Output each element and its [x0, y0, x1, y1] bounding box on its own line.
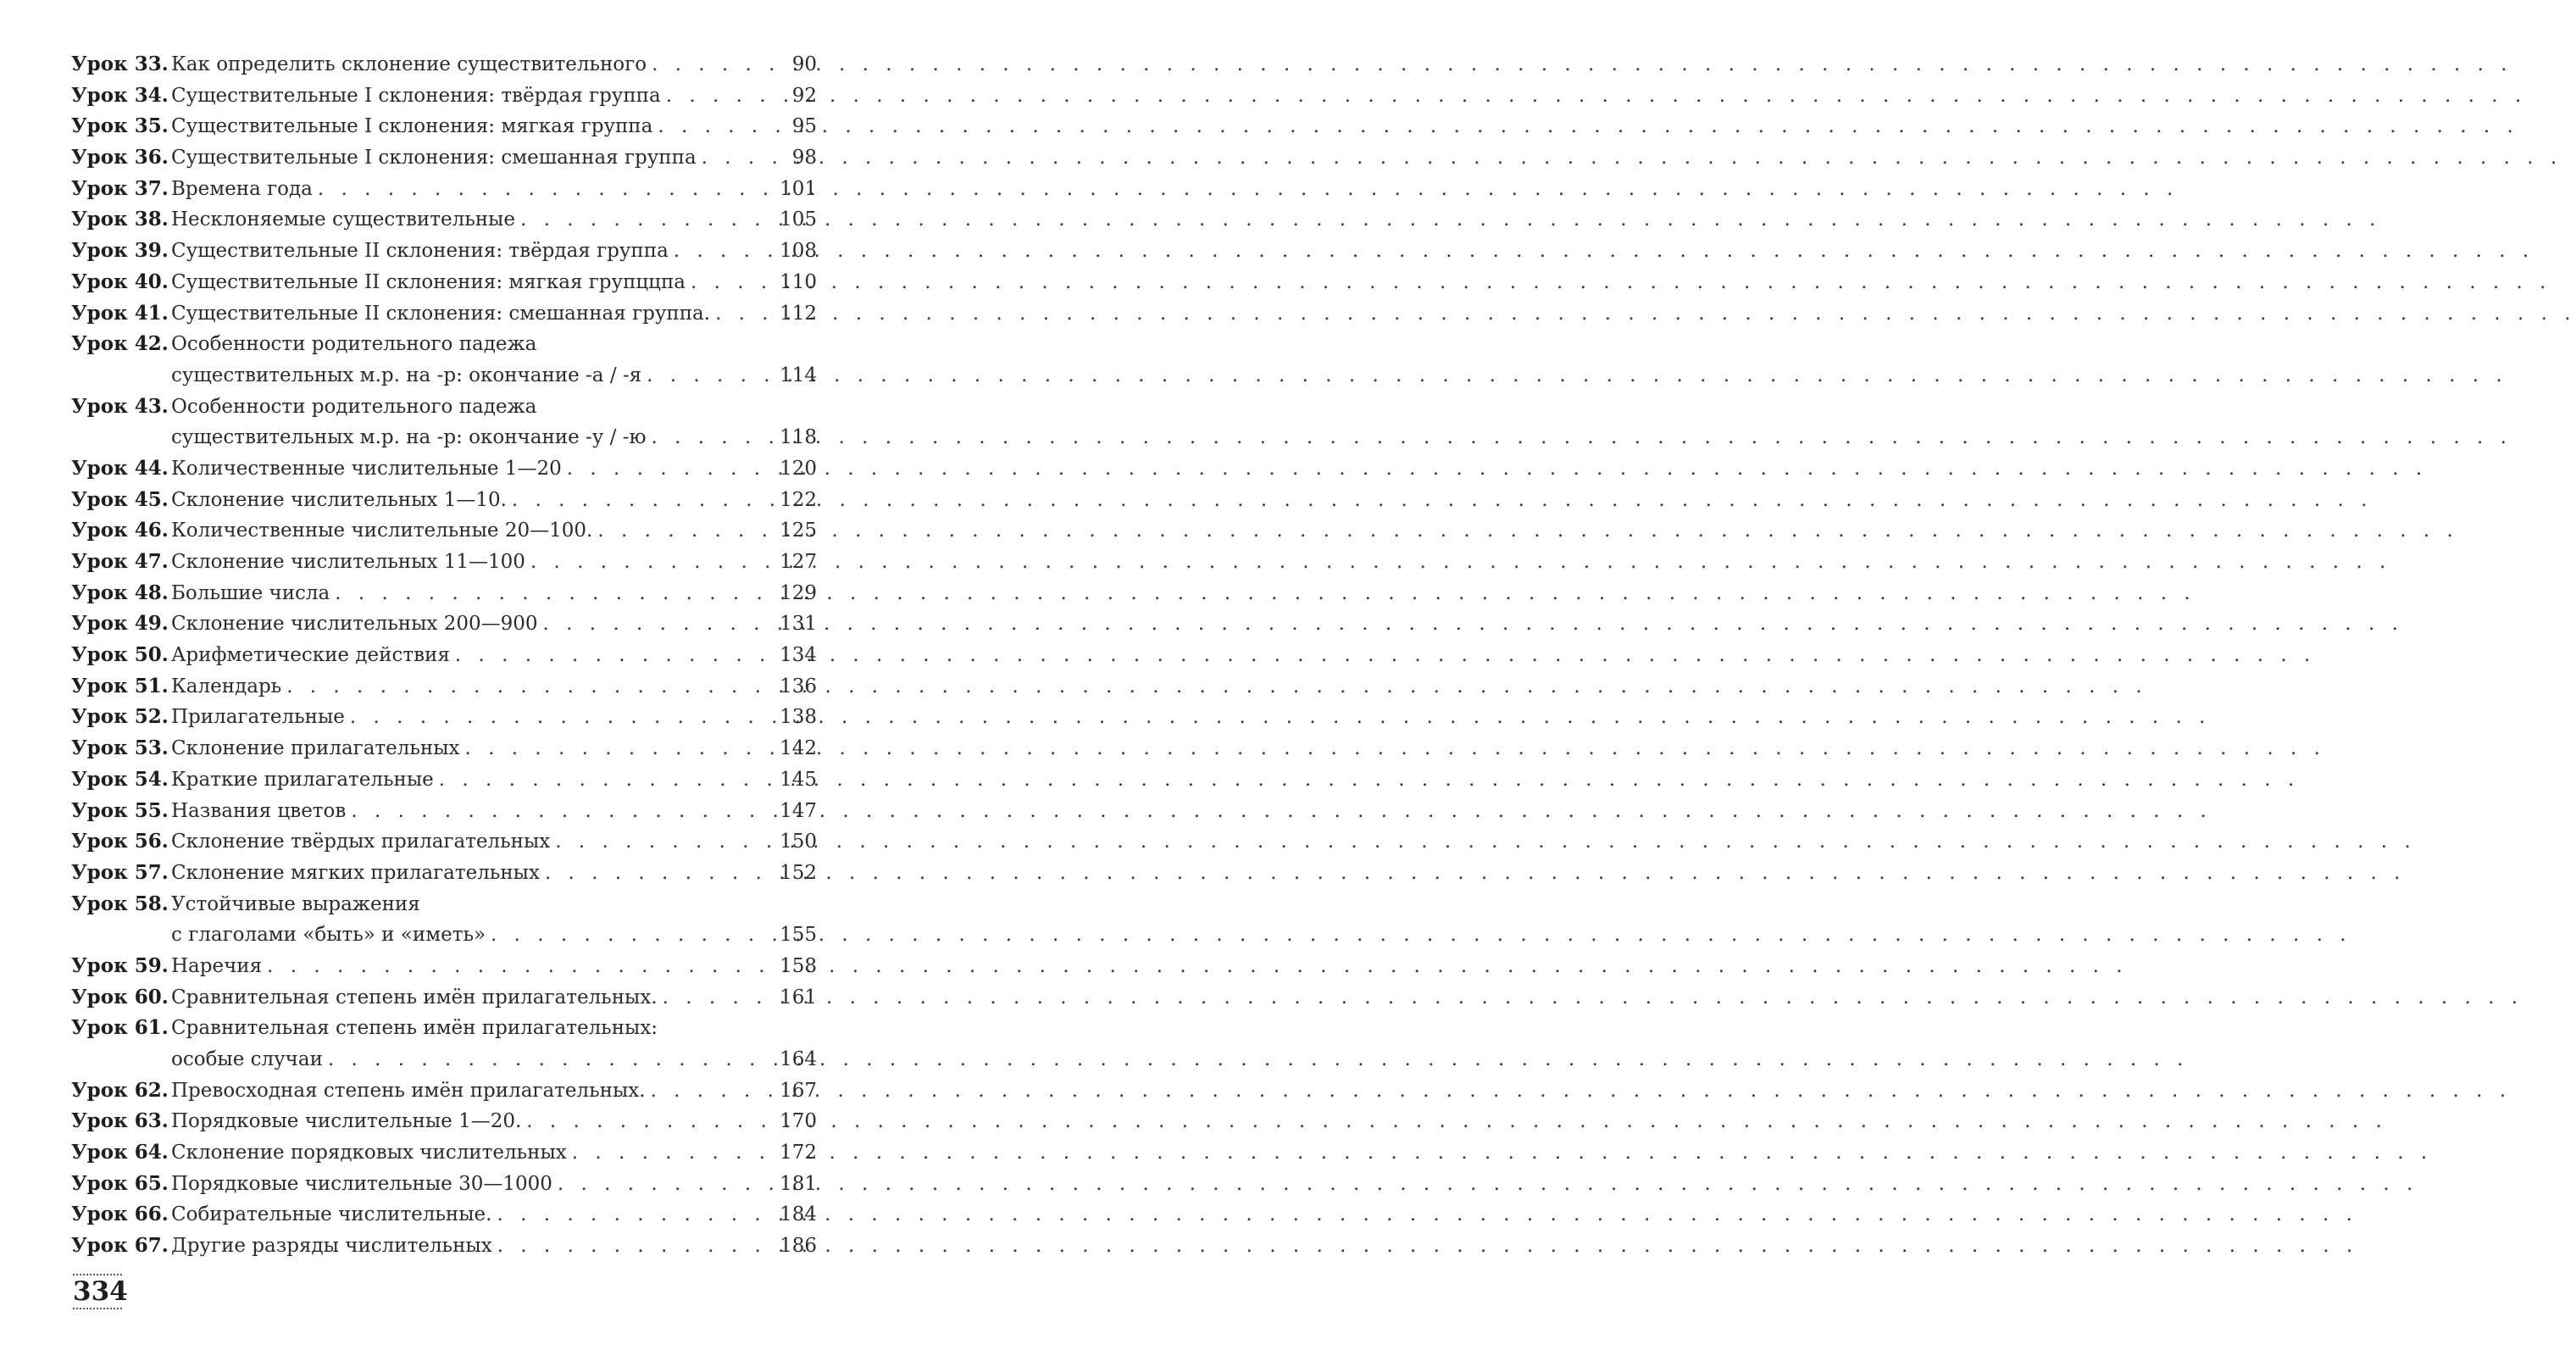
- toc-entry[interactable]: [71, 298, 817, 330]
- toc-entry[interactable]: [71, 142, 817, 174]
- dot-leader: [658, 982, 776, 1014]
- lesson-label: Урок 60.: [71, 985, 169, 1009]
- lesson-label: Урок 54.: [71, 767, 169, 791]
- lesson-label: Урок 48.: [71, 581, 169, 604]
- toc-entry-line: [71, 1044, 817, 1075]
- lesson-title: Склонение порядковых числительных: [171, 1142, 567, 1164]
- dot-leader: [515, 204, 776, 236]
- lesson-title: Арифметические действия: [171, 644, 450, 667]
- lesson-label: Урок 45.: [71, 487, 169, 511]
- lesson-title: Несклоняемые существительные: [171, 208, 515, 231]
- toc-entry-line: [71, 671, 817, 703]
- lesson-page-number: 127: [780, 551, 817, 573]
- dot-leader: [434, 764, 776, 796]
- toc-entry[interactable]: [71, 1137, 817, 1169]
- lesson-title: Существительные I склонения: смешанная группа: [171, 147, 697, 169]
- lesson-title: Особенности родительного падежа: [171, 333, 537, 356]
- toc-entry-line: [71, 951, 817, 982]
- lesson-page-number: 147: [780, 799, 817, 822]
- lesson-title: Названия цветов: [171, 799, 347, 822]
- page-number-bottom-rule: [73, 1308, 122, 1309]
- lesson-label: Урок 49.: [71, 612, 169, 636]
- toc-entry-line: [71, 796, 817, 827]
- toc-entry-line: [71, 733, 817, 764]
- dot-leader: [697, 142, 776, 174]
- lesson-label: Урок 43.: [71, 394, 169, 418]
- dot-leader: [710, 298, 776, 330]
- dot-leader: [646, 1075, 776, 1107]
- lesson-title: Существительные I склонения: мягкая группа: [171, 115, 653, 138]
- lesson-title: Склонение мягких прилагательных: [171, 861, 540, 884]
- dot-leader: [323, 1044, 776, 1075]
- toc-entry-line: [71, 1137, 817, 1169]
- lesson-page-number: 150: [780, 831, 817, 853]
- toc-entry-line: [71, 1075, 817, 1107]
- toc-entry[interactable]: [71, 329, 817, 391]
- lesson-page-number: 110: [780, 270, 817, 293]
- toc-entry[interactable]: [71, 733, 817, 764]
- lesson-label: Урок 63.: [71, 1109, 169, 1133]
- toc-entry[interactable]: [71, 111, 817, 142]
- lesson-label: Урок 57.: [71, 860, 169, 884]
- toc-entry[interactable]: [71, 764, 817, 796]
- lesson-label: Урок 67.: [71, 1234, 169, 1258]
- dot-leader: [330, 578, 776, 609]
- lesson-label: Урок 52.: [71, 705, 169, 729]
- dot-leader: [525, 547, 776, 578]
- lesson-label: Урок 59.: [71, 953, 169, 977]
- lesson-label: Урок 41.: [71, 301, 169, 325]
- dot-leader: [669, 236, 776, 267]
- toc-entry-line: [71, 453, 817, 485]
- toc-entry-line: [71, 360, 817, 392]
- lesson-page-number: 90: [791, 53, 817, 75]
- toc-entry[interactable]: [71, 81, 817, 112]
- lesson-page-number: 138: [780, 706, 817, 729]
- lesson-label: Урок 56.: [71, 830, 169, 853]
- toc-entry[interactable]: [71, 826, 817, 858]
- dot-leader: [313, 174, 776, 205]
- lesson-label: Урок 46.: [71, 519, 169, 542]
- lesson-title: Прилагательные: [171, 706, 345, 729]
- toc-entry[interactable]: [71, 1231, 817, 1262]
- dot-leader: [521, 1106, 776, 1137]
- lesson-title: Порядковые числительные 1—20.: [171, 1110, 522, 1133]
- lesson-label: Урок 50.: [71, 643, 169, 667]
- toc-entry[interactable]: [71, 982, 817, 1014]
- lesson-title: Существительные II склонения: мягкая групццпа: [171, 270, 686, 293]
- dot-leader: [346, 796, 776, 827]
- lesson-page-number: 98: [791, 147, 817, 169]
- lesson-page-number: 101: [780, 177, 817, 200]
- toc-entry-line: [71, 982, 817, 1014]
- lesson-label: Урок 44.: [71, 456, 169, 480]
- toc-entry-line: [71, 329, 817, 360]
- toc-entry[interactable]: [71, 858, 817, 889]
- toc-entry-line: [71, 1169, 817, 1200]
- toc-entry[interactable]: [71, 1075, 817, 1107]
- dot-leader: [661, 81, 776, 112]
- toc-entry[interactable]: [71, 640, 817, 671]
- lesson-label: Урок 35.: [71, 114, 169, 138]
- lesson-page-number: 92: [791, 84, 817, 107]
- toc-entry-line: [71, 764, 817, 796]
- lesson-title: Существительные II склонения: смешанная группа.: [171, 302, 711, 325]
- lesson-label: Урок 55.: [71, 798, 169, 822]
- toc-entry-line: [71, 578, 817, 609]
- lesson-label: Урок 51.: [71, 674, 169, 697]
- lesson-page-number: 118: [780, 426, 817, 449]
- lesson-page-number: 122: [780, 488, 817, 511]
- dot-leader: [652, 111, 776, 142]
- toc-entry[interactable]: [71, 1013, 817, 1075]
- lesson-page-number: 181: [780, 1172, 817, 1195]
- toc-entry-line: [71, 889, 817, 920]
- lesson-title: Превосходная степень имён прилагательных.: [171, 1079, 646, 1102]
- dot-leader: [562, 453, 776, 485]
- lesson-page-number: 145: [780, 768, 817, 791]
- lesson-label: Урок 62.: [71, 1078, 169, 1102]
- lesson-title: Порядковые числительные 30—1000: [171, 1172, 552, 1195]
- lesson-title: Склонение числительных 1—10.: [171, 488, 507, 511]
- lesson-page-number: 161: [780, 986, 817, 1009]
- lesson-page-number: 158: [780, 954, 817, 977]
- toc-entry[interactable]: [71, 796, 817, 827]
- toc-entry-line: [71, 267, 817, 298]
- lesson-label: Урок 61.: [71, 1016, 169, 1040]
- dot-leader: [550, 826, 776, 858]
- lesson-title: Большие числа: [171, 581, 330, 604]
- lesson-title: Сравнительная степень имён прилагательных.: [171, 986, 658, 1009]
- lesson-label: Урок 36.: [71, 146, 169, 169]
- toc-entry-line: [71, 640, 817, 671]
- lesson-page-number: 155: [780, 924, 817, 947]
- lesson-page-number: 134: [780, 644, 817, 667]
- lesson-page-number: 129: [780, 581, 817, 604]
- lesson-page-number: 120: [780, 457, 817, 480]
- dot-leader: [686, 267, 776, 298]
- toc-entry[interactable]: [71, 608, 817, 640]
- lesson-label: Урок 42.: [71, 332, 169, 356]
- toc-entry[interactable]: [71, 578, 817, 609]
- toc-entry-line: [71, 1106, 817, 1137]
- lesson-page-number: 172: [780, 1142, 817, 1164]
- toc-entry[interactable]: [71, 1169, 817, 1200]
- lesson-label: Урок 65.: [71, 1171, 169, 1195]
- toc-entry[interactable]: [71, 453, 817, 485]
- dot-leader: [281, 671, 776, 703]
- lesson-label: Урок 40.: [71, 270, 169, 293]
- lesson-page-number: 105: [780, 208, 817, 231]
- toc-entry-line: [71, 422, 817, 453]
- lesson-page-number: 95: [791, 115, 817, 138]
- lesson-page-number: 136: [780, 675, 817, 697]
- lesson-label: Урок 53.: [71, 736, 169, 760]
- toc-entry-line: [71, 392, 817, 423]
- dot-leader: [486, 920, 776, 951]
- lesson-label: Урок 38.: [71, 208, 169, 231]
- lesson-label: Урок 39.: [71, 239, 169, 263]
- dot-leader: [460, 733, 777, 764]
- toc-entry-line: [71, 1013, 817, 1044]
- lesson-page-number: 186: [780, 1235, 817, 1258]
- lesson-title: Календарь: [171, 675, 282, 697]
- lesson-title: Существительные II склонения: твёрдая группа: [171, 240, 669, 263]
- toc-entry-line: [71, 111, 817, 142]
- toc-entry-line: [71, 920, 817, 951]
- lesson-title: Особенности родительного падежа: [171, 395, 537, 418]
- lesson-label: Урок 58.: [71, 892, 169, 915]
- lesson-label: Урок 66.: [71, 1203, 169, 1226]
- lesson-title: существительных м.р. на -р: окончание -у / -ю: [171, 426, 647, 449]
- toc-entry[interactable]: [71, 204, 817, 236]
- toc-entry-line: [71, 174, 817, 205]
- toc-entry-line: [71, 204, 817, 236]
- toc-entry[interactable]: [71, 671, 817, 703]
- lesson-title: особые случаи: [171, 1048, 323, 1070]
- lesson-title: Склонение твёрдых прилагательных: [171, 831, 551, 853]
- toc-entry[interactable]: [71, 702, 817, 733]
- toc-entry[interactable]: [71, 1106, 817, 1137]
- dot-leader: [492, 1231, 776, 1262]
- lesson-title: Устойчивые выражения: [171, 892, 420, 915]
- lesson-page-number: 108: [780, 240, 817, 263]
- lesson-title: Склонение числительных 11—100: [171, 551, 525, 573]
- lesson-title: Другие разряды числительных: [171, 1235, 492, 1258]
- toc-entry-line: [71, 547, 817, 578]
- page-number: 334: [73, 1276, 128, 1307]
- lesson-title: Времена года: [171, 177, 313, 200]
- toc-entry-line: [71, 49, 817, 81]
- toc-entry-line: [71, 608, 817, 640]
- toc-entry-line: [71, 1199, 817, 1231]
- lesson-page-number: 142: [780, 737, 817, 760]
- toc-entry-line: [71, 515, 817, 547]
- lesson-title: с глаголами «быть» и «иметь»: [171, 924, 486, 947]
- lesson-title: Как определить склонение существительного: [171, 53, 647, 75]
- dot-leader: [552, 1169, 776, 1200]
- dot-leader: [540, 858, 776, 889]
- lesson-title: Склонение прилагательных: [171, 737, 460, 760]
- dot-leader: [641, 360, 776, 392]
- toc-entry-line: [71, 702, 817, 733]
- toc-entry-line: [71, 858, 817, 889]
- lesson-title: Краткие прилагательные: [171, 768, 434, 791]
- page-number-block: [73, 1274, 128, 1309]
- dot-leader: [647, 422, 776, 453]
- lesson-label: Урок 64.: [71, 1141, 169, 1164]
- lesson-title: Количественные числительные 1—20: [171, 457, 562, 480]
- toc-entry[interactable]: [71, 236, 817, 267]
- toc-entry[interactable]: [71, 889, 817, 951]
- lesson-page-number: 112: [780, 302, 817, 325]
- lesson-page-number: 167: [780, 1079, 817, 1102]
- toc-entry-line: [71, 81, 817, 112]
- lesson-title: Собирательные числительные.: [171, 1203, 492, 1226]
- lesson-page-number: 152: [780, 861, 817, 884]
- toc-entry[interactable]: [71, 392, 817, 453]
- dot-leader: [450, 640, 776, 671]
- toc-entry-line: [71, 826, 817, 858]
- toc-entry[interactable]: [71, 547, 817, 578]
- dot-leader: [507, 485, 776, 516]
- lesson-page-number: 114: [780, 364, 817, 386]
- lesson-title: Существительные I склонения: твёрдая группа: [171, 84, 661, 107]
- lesson-title: Количественные числительные 20—100.: [171, 520, 593, 542]
- lesson-page-number: 125: [780, 520, 817, 542]
- lesson-page-number: 184: [780, 1203, 817, 1226]
- lesson-label: Урок 34.: [71, 83, 169, 107]
- lesson-label: Урок 37.: [71, 176, 169, 200]
- toc-entry[interactable]: [71, 267, 817, 298]
- dot-leader: [491, 1199, 776, 1231]
- toc-entry[interactable]: [71, 951, 817, 982]
- toc-entry[interactable]: [71, 49, 817, 81]
- lesson-page-number: 164: [780, 1048, 817, 1070]
- lesson-page-number: 170: [780, 1110, 817, 1133]
- toc-entry-line: [71, 485, 817, 516]
- lesson-title: существительных м.р. на -р: окончание -а / -я: [171, 364, 642, 386]
- toc-entry[interactable]: [71, 485, 817, 516]
- table-of-contents: [71, 49, 817, 1262]
- lesson-title: Сравнительная степень имён прилагательных:: [171, 1017, 658, 1040]
- toc-entry-line: [71, 236, 817, 267]
- toc-entry[interactable]: [71, 515, 817, 547]
- lesson-title: Склонение числительных 200—900: [171, 613, 538, 636]
- dot-leader: [647, 49, 776, 81]
- toc-entry-line: [71, 1231, 817, 1262]
- toc-entry-line: [71, 298, 817, 330]
- lesson-page-number: 131: [780, 613, 817, 636]
- dot-leader: [262, 951, 776, 982]
- lesson-label: Урок 33.: [71, 53, 169, 75]
- toc-entry[interactable]: [71, 174, 817, 205]
- lesson-title: Наречия: [171, 954, 263, 977]
- dot-leader: [567, 1137, 776, 1169]
- lesson-label: Урок 47.: [71, 550, 169, 573]
- toc-entry-line: [71, 142, 817, 174]
- dot-leader: [592, 515, 776, 547]
- dot-leader: [538, 608, 777, 640]
- toc-entry[interactable]: [71, 1199, 817, 1231]
- dot-leader: [345, 702, 776, 733]
